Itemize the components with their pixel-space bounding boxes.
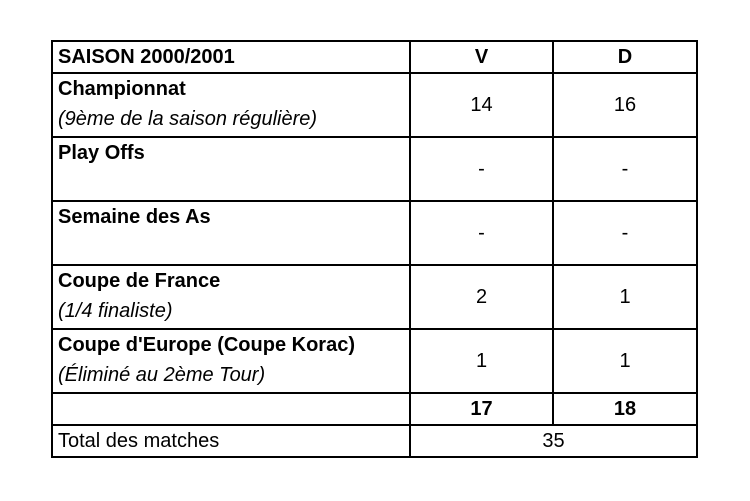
grand-total-value: 35 [410,425,697,457]
competition-note: (Éliminé au 2ème Tour) [58,364,266,386]
header-victories: V [410,41,553,73]
header-row [52,41,697,73]
table-row-play-offs [52,137,697,201]
competition-name: Play Offs [58,142,145,164]
defeats-value: - [553,137,697,201]
header-defeats: D [553,41,697,73]
victories-value: 2 [410,265,553,329]
season-title: SAISON 2000/2001 [52,41,410,73]
season-stats-table [51,40,698,458]
total-defeats: 18 [553,393,697,425]
victories-value: - [410,201,553,265]
victories-value: 1 [410,329,553,393]
totals-row [52,393,697,425]
defeats-value: 16 [553,73,697,137]
competition-cell [52,329,410,393]
competition-cell [52,73,410,137]
table-row-coupe-d-europe [52,329,697,393]
competition-name: Coupe d'Europe (Coupe Korac) [58,334,355,356]
competition-name: Championnat [58,78,186,100]
grand-total-row [52,425,697,457]
competition-name: Semaine des As [58,206,211,228]
competition-note: (9ème de la saison régulière) [58,108,318,130]
grand-total-label: Total des matches [52,425,410,457]
table-row-championnat [52,73,697,137]
victories-value: 14 [410,73,553,137]
defeats-value: - [553,201,697,265]
competition-cell [52,201,410,265]
total-victories: 17 [410,393,553,425]
table-row-coupe-de-france [52,265,697,329]
defeats-value: 1 [553,329,697,393]
table-row-semaine-des-as [52,201,697,265]
defeats-value: 1 [553,265,697,329]
totals-label [52,393,410,425]
competition-cell [52,265,410,329]
competition-name: Coupe de France [58,270,221,292]
victories-value: - [410,137,553,201]
competition-cell [52,137,410,201]
competition-note: (1/4 finaliste) [58,300,173,322]
